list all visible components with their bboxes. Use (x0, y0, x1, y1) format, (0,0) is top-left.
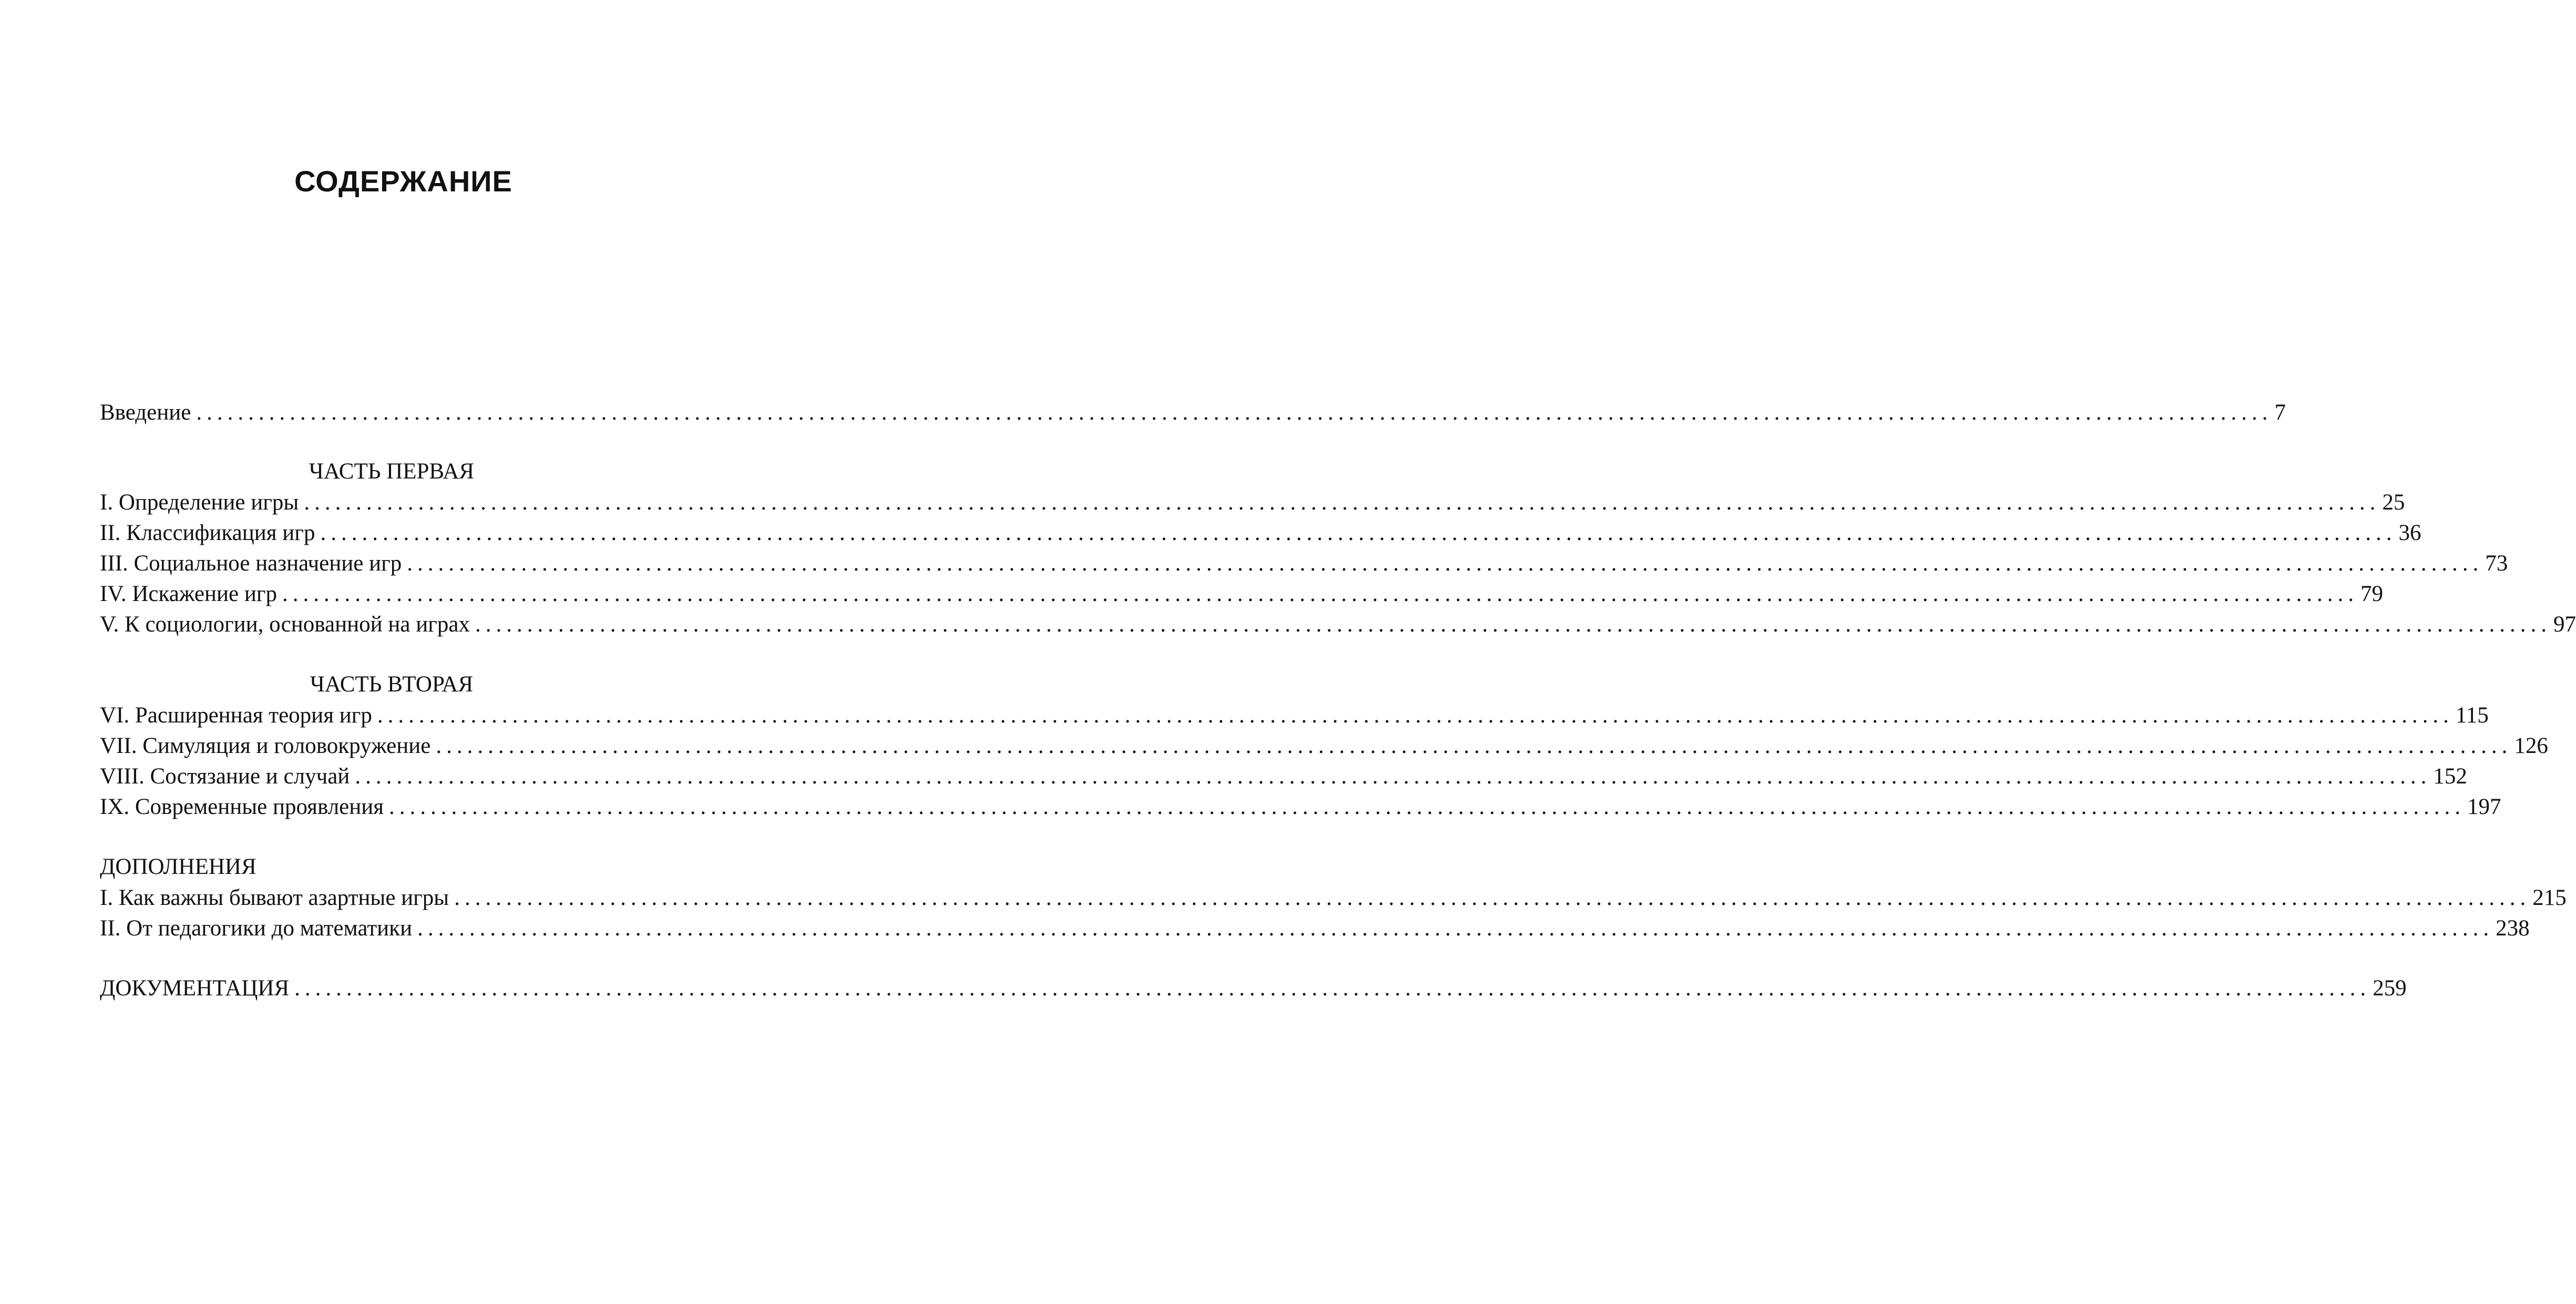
toc-entry-page: 238 (2496, 916, 2530, 941)
toc-entry-page: 73 (2485, 551, 2508, 576)
toc-entry-label: VII. Симуляция и головокружение (100, 733, 431, 758)
toc-entry-page: 215 (2532, 885, 2567, 910)
toc-entry (100, 913, 2530, 944)
toc-entry-introduction (100, 398, 2286, 428)
dot-leader: ........................................................................................................................................................................................................ (282, 582, 2359, 606)
toc-entry-page: 36 (2398, 521, 2421, 545)
toc-entry (100, 731, 2548, 761)
dot-leader: ........................................................................................................................................................................................................ (320, 521, 2397, 545)
toc-entry-label: III. Социальное назначение игр (100, 551, 402, 576)
toc-entry-label: II. Классификация игр (100, 521, 315, 545)
toc-entry-label: I. Как важны бывают азартные игры (100, 885, 449, 910)
toc-entry (100, 700, 2489, 731)
toc-entry (100, 518, 2421, 548)
toc-entry (100, 609, 2576, 640)
dot-leader: ........................................................................................................................................................................................................ (417, 916, 2494, 941)
dot-leader: ........................................................................................................................................................................................................ (196, 400, 2273, 425)
toc-entry-page: 152 (2433, 764, 2467, 789)
part-two-heading: ЧАСТЬ ВТОРАЯ (310, 672, 474, 697)
toc-entry-page: 197 (2467, 794, 2501, 819)
toc-entry-page: 25 (2382, 490, 2405, 515)
toc-entry-page: 126 (2514, 733, 2548, 758)
toc-entry-page: 259 (2373, 976, 2407, 1001)
toc-entry-page: 79 (2361, 582, 2384, 606)
page-title: СОДЕРЖАНИЕ (294, 165, 512, 198)
toc-entry-label: IX. Современные проявления (100, 794, 384, 819)
toc-entry (100, 579, 2384, 609)
toc-entry-label: V. К социологии, основанной на играх (100, 612, 470, 637)
toc-entry-documentation (100, 973, 2407, 1004)
dot-leader: ........................................................................................................................................................................................................ (355, 764, 2431, 789)
dot-leader: ........................................................................................................................................................................................................ (294, 976, 2371, 1001)
toc-entry (100, 761, 2467, 792)
part-one-heading: ЧАСТЬ ПЕРВАЯ (309, 459, 475, 484)
dot-leader: ........................................................................................................................................................................................................ (475, 612, 2551, 637)
toc-entry-label: I. Определение игры (100, 490, 299, 515)
dot-leader: ........................................................................................................................................................................................................ (304, 490, 2380, 515)
dot-leader: ........................................................................................................................................................................................................ (436, 733, 2512, 758)
toc-entry (100, 883, 2567, 913)
dot-leader: ........................................................................................................................................................................................................ (407, 551, 2483, 576)
toc-entry-label: IV. Искажение игр (100, 582, 278, 606)
toc-entry-page: 97 (2553, 612, 2576, 637)
dot-leader: ........................................................................................................................................................................................................ (454, 885, 2531, 910)
dot-leader: ........................................................................................................................................................................................................ (377, 703, 2454, 728)
toc-entry (100, 487, 2405, 518)
toc-entry-label: VI. Расширенная теория игр (100, 703, 372, 728)
toc-entry-page: 7 (2274, 400, 2286, 425)
toc-entry-label: ДОКУМЕНТАЦИЯ (100, 976, 290, 1001)
appendices-heading: ДОПОЛНЕНИЯ (100, 854, 256, 879)
dot-leader: ........................................................................................................................................................................................................ (389, 794, 2466, 819)
toc-entry (100, 792, 2501, 822)
toc-entry-label: II. От педагогики до математики (100, 916, 413, 941)
toc-entry (100, 548, 2508, 579)
toc-entry-label: VIII. Состязание и случай (100, 764, 350, 789)
toc-entry-label: Введение (100, 400, 191, 425)
toc-entry-page: 115 (2455, 703, 2489, 728)
